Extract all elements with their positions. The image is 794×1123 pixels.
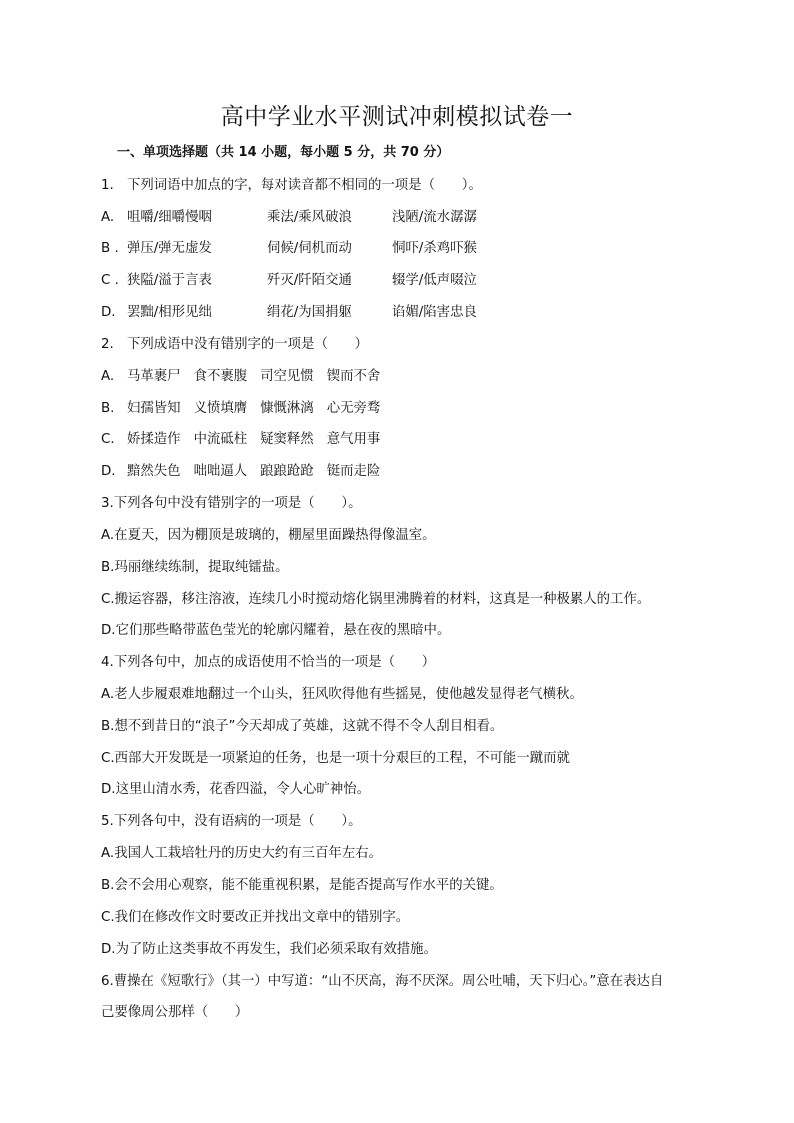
question-number: 1. bbox=[101, 178, 114, 193]
question-3-option-c: C.搬运容器，移注溶液，连续几小时搅动熔化锅里沸腾着的材料，这真是一种极累人的工作。 bbox=[101, 592, 651, 607]
option-item: 狭隘/溢于言表 bbox=[127, 273, 212, 288]
option-item: 咄咄逼人 bbox=[193, 464, 248, 479]
option-item: 踉踉跄跄 bbox=[260, 464, 314, 479]
option-letter: B. bbox=[101, 401, 115, 416]
question-text: 下列成语中没有错别字的一项是（ ） bbox=[127, 337, 369, 352]
question-3-option-a: A.在夏天，因为棚顶是玻璃的，棚屋里面躁热得像温室。 bbox=[101, 528, 436, 543]
option-item: 咀嚼/细嚼慢咽 bbox=[127, 210, 212, 225]
option-item: 疑窦释然 bbox=[260, 432, 314, 447]
question-1-option-c bbox=[101, 272, 477, 290]
option-item: 意气用事 bbox=[326, 432, 381, 447]
question-1-stem bbox=[101, 177, 482, 195]
question-1-option-d bbox=[101, 304, 477, 322]
question-number: 2. bbox=[101, 337, 114, 352]
option-item: 食不裹腹 bbox=[193, 369, 248, 384]
option-letter: B . bbox=[101, 241, 119, 256]
question-2-option-d bbox=[101, 463, 380, 481]
question-4-option-c: C.西部大开发既是一项紧迫的任务，也是一项十分艰巨的工程，不可能一蹴而就 bbox=[101, 751, 570, 766]
option-letter: D. bbox=[101, 305, 116, 320]
option-item: 妇孺皆知 bbox=[127, 401, 181, 416]
option-item: 锲而不舍 bbox=[326, 369, 381, 384]
option-item: 黯然失色 bbox=[127, 464, 181, 479]
question-3-option-d: D.它们那些略带蓝色莹光的轮廓闪耀着，悬在夜的黑暗中。 bbox=[101, 623, 451, 638]
question-5-option-a: A.我国人工栽培牡丹的历史大约有三百年左右。 bbox=[101, 846, 382, 861]
option-letter: A. bbox=[101, 210, 115, 225]
option-item: 乘法/乘风破浪 bbox=[267, 210, 352, 225]
question-2-option-a bbox=[101, 368, 380, 386]
question-5-option-c: C.我们在修改作文时要改正并找出文章中的错别字。 bbox=[101, 910, 410, 925]
option-letter: C. bbox=[101, 432, 115, 447]
question-4-option-d: D.这里山清水秀，花香四溢，令人心旷神怡。 bbox=[101, 782, 370, 797]
option-item: 义愤填膺 bbox=[193, 401, 248, 416]
option-item: 歼灭/阡陌交通 bbox=[267, 273, 352, 288]
option-item: 恫吓/杀鸡吓猴 bbox=[392, 241, 477, 256]
question-5-option-b: B.会不会用心观察，能不能重视积累，是能否提高写作水平的关键。 bbox=[101, 878, 503, 893]
option-item: 谄媚/陷害忠良 bbox=[392, 305, 477, 320]
question-4-stem: 4.下列各句中，加点的成语使用不恰当的一项是（ ） bbox=[101, 655, 436, 670]
question-1-option-b bbox=[101, 240, 477, 258]
question-4-option-b: B.想不到昔日的“浪子”今天却成了英雄，这就不得不令人刮目相看。 bbox=[101, 719, 504, 734]
question-5-stem: 5.下列各句中，没有语病的一项是（ ）。 bbox=[101, 814, 362, 829]
question-text: 下列词语中加点的字，每对读音都不相同的一项是（ ）。 bbox=[127, 178, 482, 193]
option-item: 绢花/为国捐躯 bbox=[267, 305, 352, 320]
option-letter: A. bbox=[101, 369, 115, 384]
section-heading: 一、单项选择题（共 14 小题，每小题 5 分，共 70 分） bbox=[117, 145, 450, 160]
option-item: 娇揉造作 bbox=[127, 432, 181, 447]
question-2-option-c bbox=[101, 431, 380, 449]
option-item: 铤而走险 bbox=[326, 464, 381, 479]
question-6-stem-line-1: 6.曹操在《短歌行》（其一）中写道：“山不厌高，海不厌深。周公吐哺，天下归心。”意在表达自 bbox=[101, 974, 664, 989]
option-item: 司空见惯 bbox=[260, 369, 314, 384]
option-item: 弹压/弹无虚发 bbox=[127, 241, 212, 256]
question-1-option-a bbox=[101, 209, 477, 227]
question-3-option-b: B.玛丽继续练制，提取纯镭盐。 bbox=[101, 560, 289, 575]
option-item: 罢黜/相形见绌 bbox=[127, 305, 212, 320]
option-item: 伺候/伺机而动 bbox=[267, 241, 352, 256]
question-2-option-b bbox=[101, 400, 380, 418]
option-item: 浅陋/流水潺潺 bbox=[392, 210, 477, 225]
page-title: 高中学业水平测试冲刺模拟试卷一 bbox=[220, 104, 574, 130]
option-item: 马革裹尸 bbox=[127, 369, 181, 384]
question-3-stem: 3.下列各句中没有错别字的一项是（ ）。 bbox=[101, 496, 362, 511]
option-letter: C . bbox=[101, 273, 119, 288]
option-item: 心无旁骛 bbox=[326, 401, 381, 416]
option-letter: D. bbox=[101, 464, 116, 479]
question-2-stem bbox=[101, 336, 368, 354]
option-item: 辍学/低声啜泣 bbox=[392, 273, 477, 288]
question-6-stem-line-2: 己要像周公那样（ ） bbox=[101, 1005, 249, 1020]
option-item: 中流砥柱 bbox=[193, 432, 248, 447]
option-item: 慷慨淋漓 bbox=[260, 401, 314, 416]
question-5-option-d: D.为了防止这类事故不再发生，我们必须采取有效措施。 bbox=[101, 942, 437, 957]
question-4-option-a: A.老人步履艰难地翻过一个山头，狂风吹得他有些摇晃，使他越发显得老气横秋。 bbox=[101, 687, 583, 702]
